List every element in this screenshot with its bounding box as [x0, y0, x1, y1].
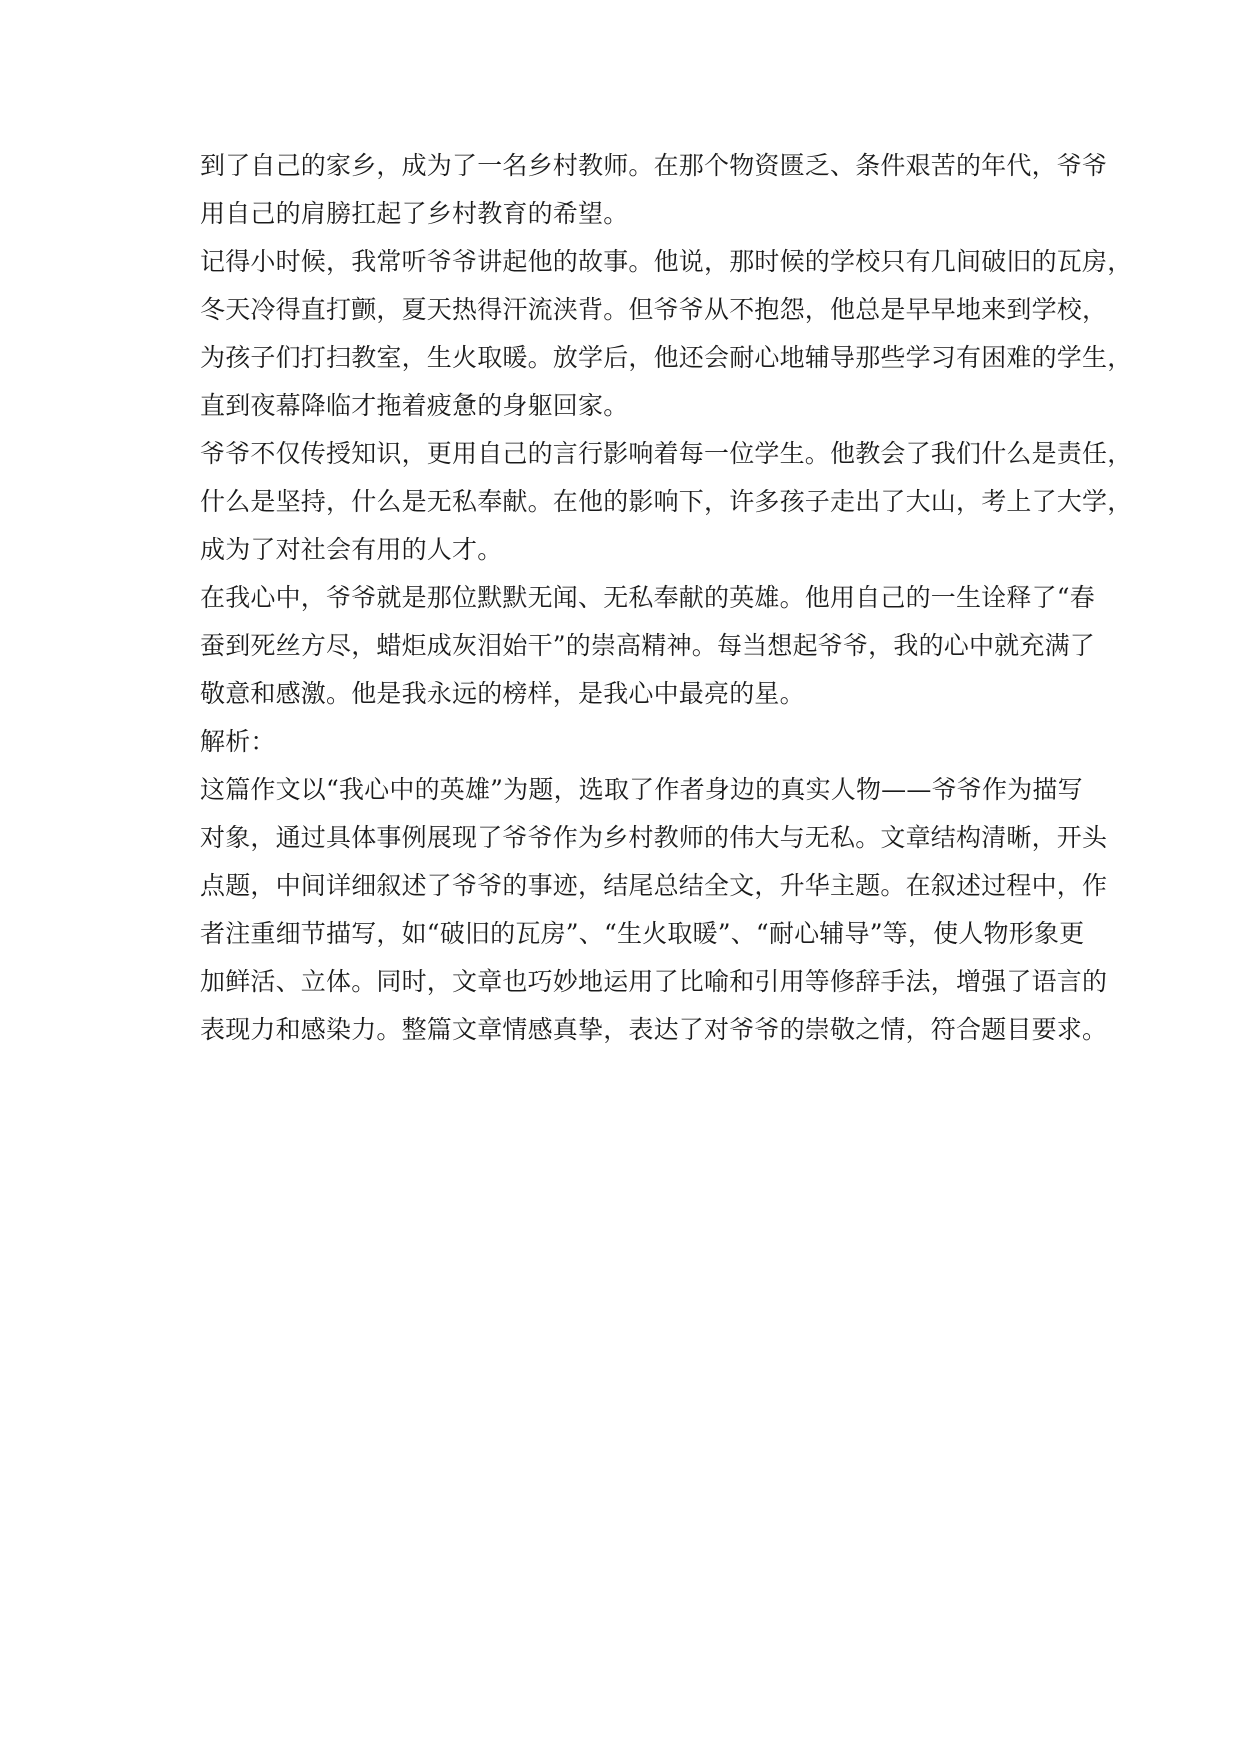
text-line: 成为了对社会有用的人才。: [200, 535, 503, 564]
text-line: 敬意和感激。他是我永远的榜样，是我心中最亮的星。: [200, 679, 805, 708]
paragraph-intro: [200, 142, 1108, 238]
document-body: [200, 142, 1133, 1054]
text-line: 这篇作文以“我心中的英雄”为题，选取了作者身边的真实人物——爷爷作为描写: [200, 775, 1083, 804]
text-line: 在我心中，爷爷就是那位默默无闻、无私奉献的英雄。他用自己的一生诠释了“春: [200, 583, 1095, 612]
analysis-heading: [200, 718, 1100, 766]
text-line: 蚕到死丝方尽，蜡炬成灰泪始干”的崇高精神。每当想起爷爷，我的心中就充满了: [200, 631, 1095, 660]
text-line: 加鲜活、立体。同时，文章也巧妙地运用了比喻和引用等修辞手法，增强了语言的: [200, 967, 1108, 996]
text-line: 直到夜幕降临才拖着疲惫的身躯回家。: [200, 391, 629, 420]
text-line: 为孩子们打扫教室，生火取暖。放学后，他还会耐心地辅导那些学习有困难的学生，: [200, 343, 1133, 372]
paragraph-conclusion: [200, 574, 1100, 718]
text-line: 到了自己的家乡，成为了一名乡村教师。在那个物资匮乏、条件艰苦的年代，爷爷: [200, 151, 1108, 180]
text-line: 表现力和感染力。整篇文章情感真挚，表达了对爷爷的崇敬之情，符合题目要求。: [200, 1015, 1108, 1044]
paragraph-childhood: [200, 238, 1133, 430]
text-line: 爷爷不仅传授知识，更用自己的言行影响着每一位学生。他教会了我们什么是责任，: [200, 439, 1133, 468]
paragraph-influence: [200, 430, 1133, 574]
text-line: 解析：: [200, 727, 276, 756]
text-line: 记得小时候，我常听爷爷讲起他的故事。他说，那时候的学校只有几间破旧的瓦房，: [200, 247, 1133, 276]
text-line: 点题，中间详细叙述了爷爷的事迹，结尾总结全文，升华主题。在叙述过程中，作: [200, 871, 1108, 900]
text-line: 冬天冷得直打颤，夏天热得汗流浃背。但爷爷从不抱怨，他总是早早地来到学校，: [200, 295, 1108, 324]
text-line: 用自己的肩膀扛起了乡村教育的希望。: [200, 199, 629, 228]
text-line: 者注重细节描写，如“破旧的瓦房”、“生火取暖”、“耐心辅导”等，使人物形象更: [200, 919, 1085, 948]
paragraph-analysis: [200, 766, 1108, 1054]
text-line: 什么是坚持，什么是无私奉献。在他的影响下，许多孩子走出了大山，考上了大学，: [200, 487, 1133, 516]
text-line: 对象，通过具体事例展现了爷爷作为乡村教师的伟大与无私。文章结构清晰，开头: [200, 823, 1108, 852]
